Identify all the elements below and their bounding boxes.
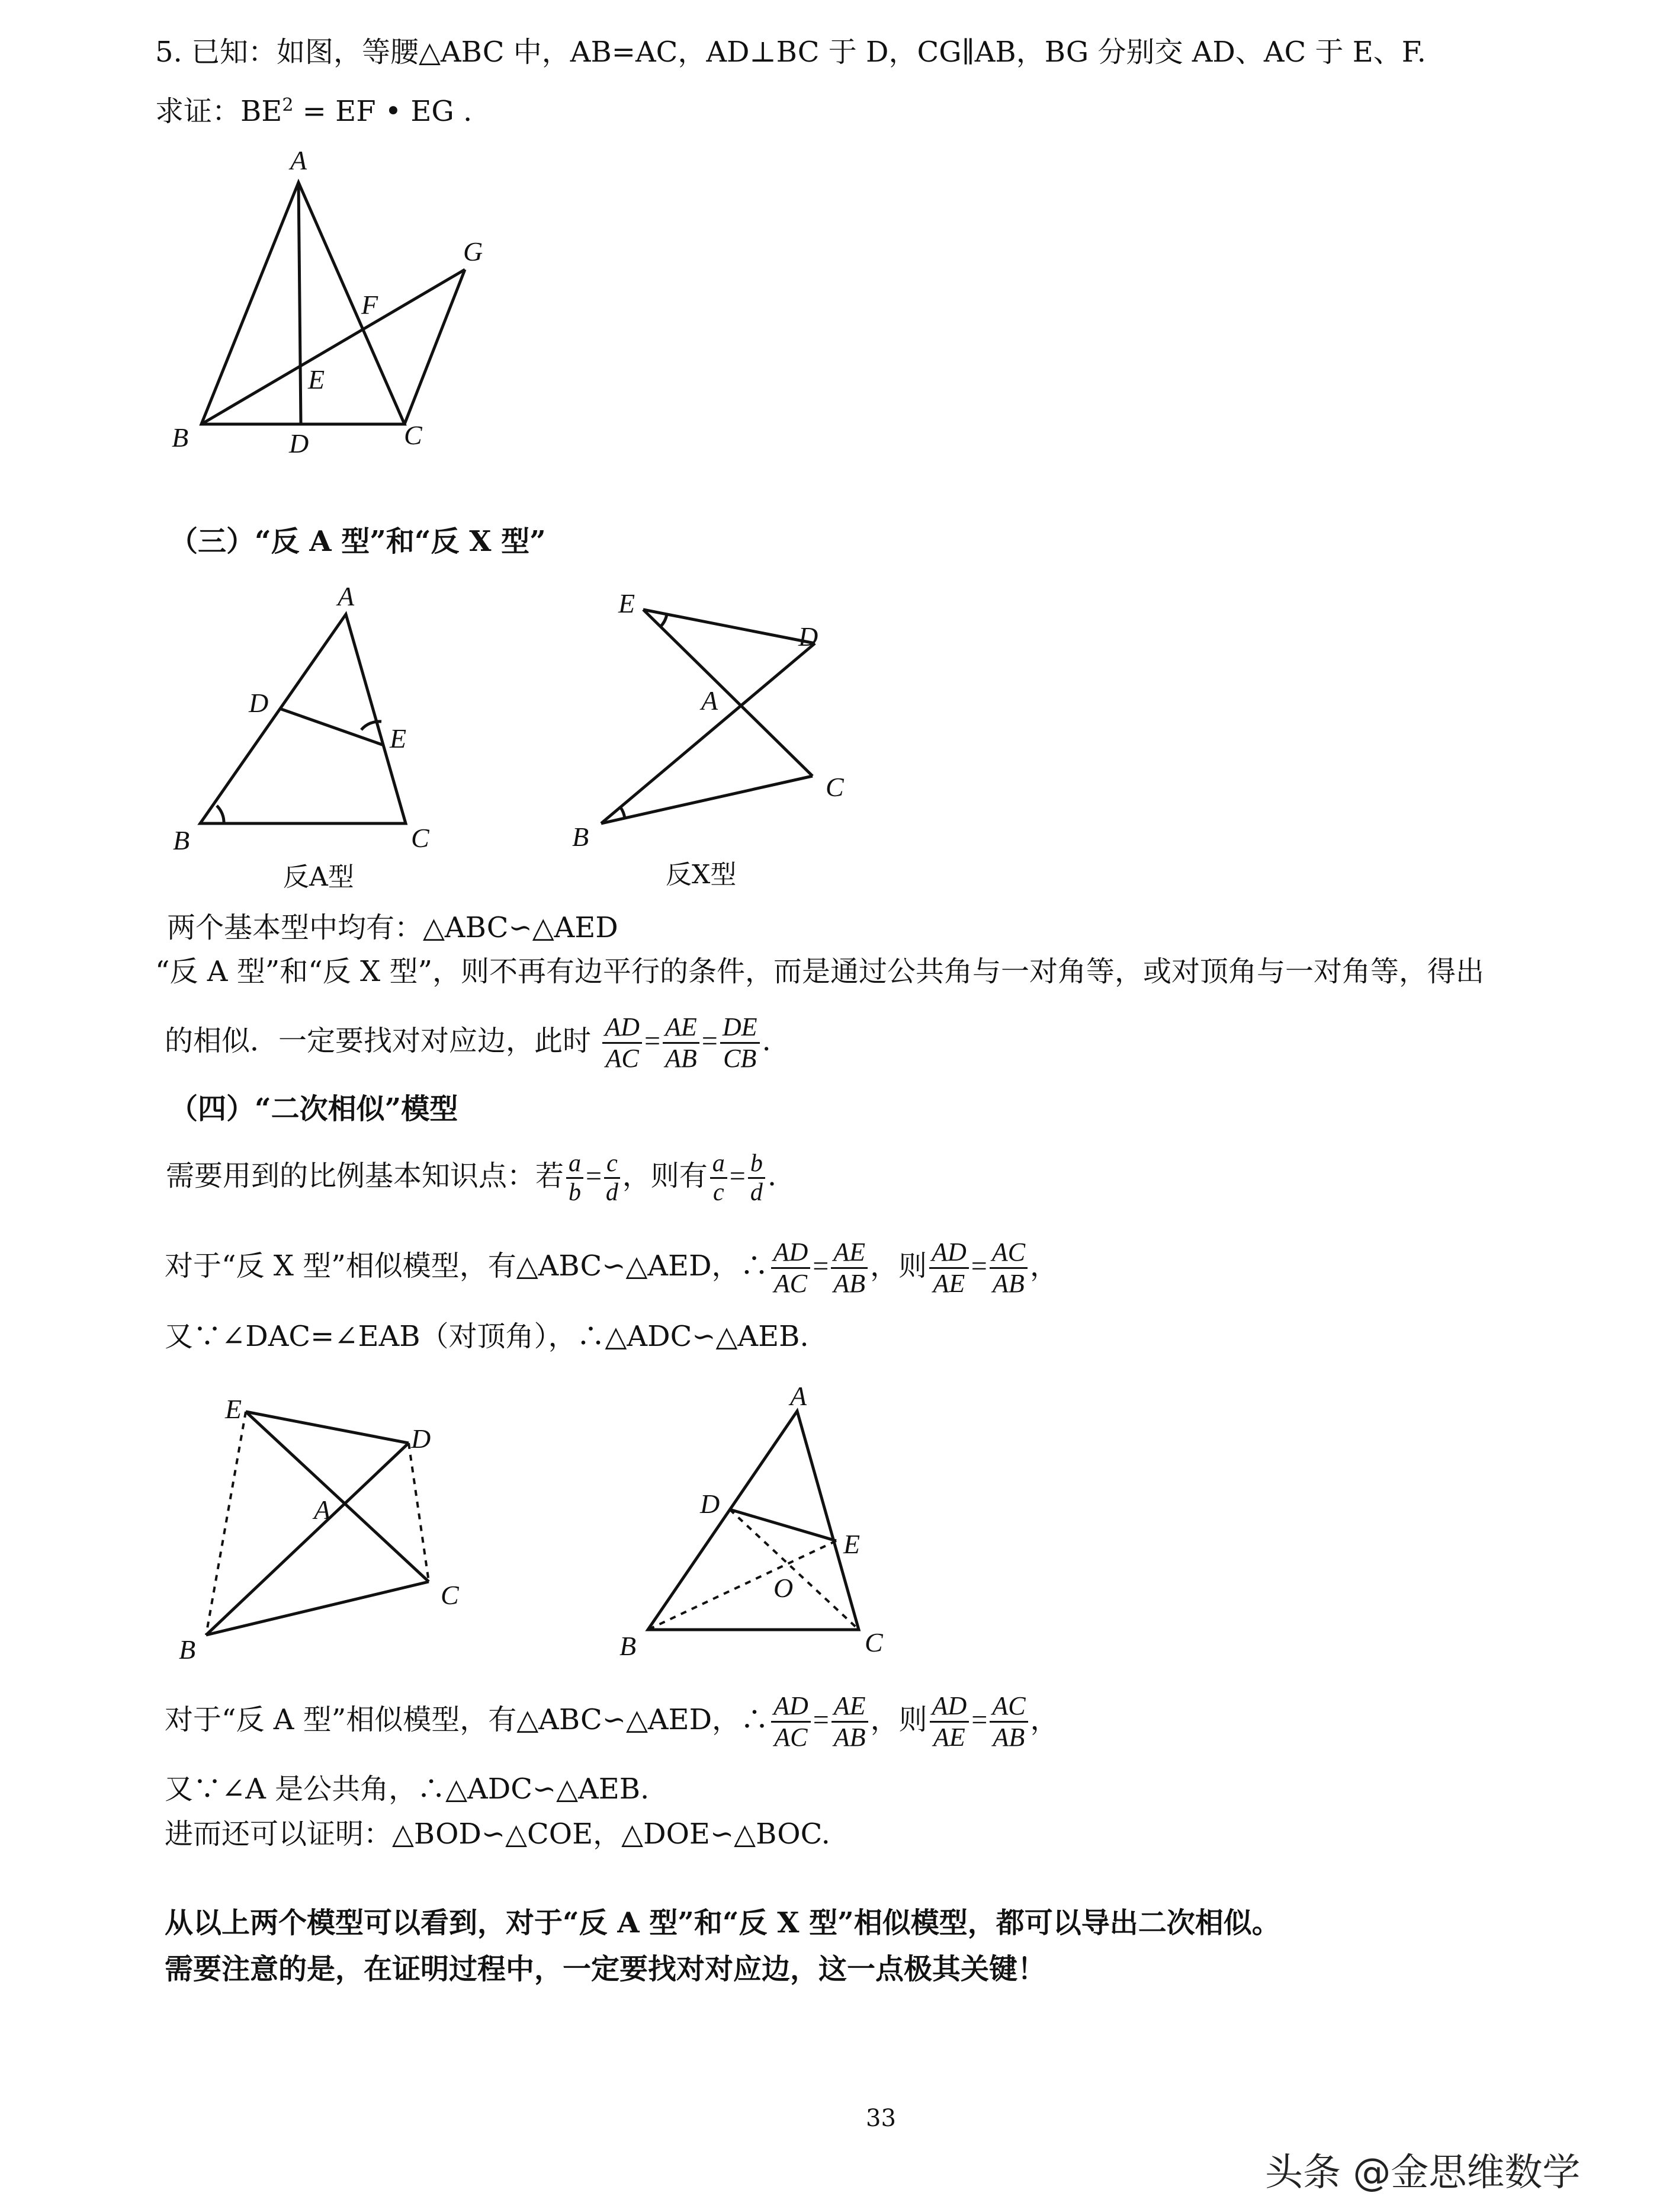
- section4-heading: （四）“二次相似”模型: [169, 1092, 458, 1126]
- fig3-caption: 反X型: [666, 860, 737, 890]
- x-model-line2: 又∵∠DAC=∠EAB（对顶角），∴△ADC∽△AEB.: [165, 1320, 809, 1353]
- fig4-label-c: C: [441, 1580, 459, 1610]
- fig1-label-e: E: [308, 364, 325, 395]
- fig2-label-c: C: [411, 823, 429, 853]
- fig4-label-b: B: [179, 1634, 196, 1665]
- fraction-ad-ae-x: $\frac{AD}{AE}$: [929, 1238, 969, 1299]
- problem-statement: 5. 已知：如图，等腰△ABC 中，AB=AC，AD⊥BC 于 D，CG∥AB，BG 分别交 AD、AC 于 E、F.: [155, 36, 1426, 69]
- fraction-c-d: $\frac{c}{d}$: [604, 1150, 620, 1206]
- conclusion-1: 从以上两个模型可以看到，对于“反 A 型”和“反 X 型”相似模型，都可以导出二次相似。: [165, 1906, 1280, 1939]
- fraction-ad-ac-a: $\frac{AD}{AC}$: [771, 1691, 811, 1752]
- goal-suffix: = EF • EG .: [293, 95, 473, 128]
- fig2-label-e: E: [390, 723, 407, 754]
- fig2-caption: 反A型: [283, 862, 354, 892]
- fig3-label-c: C: [826, 772, 844, 802]
- fraction-b-d: $\frac{b}{d}$: [748, 1150, 765, 1206]
- x-model-line1: 对于“反 X 型”相似模型，有△ABC∽△AED，∴ $\frac{AD}{AC}$ = $\frac{AE}{AB}$ ，则 $\frac{AD}{AE}$ = $\frac{AC}{AB}$ ，: [165, 1238, 1059, 1298]
- fig1-label-d: D: [289, 428, 309, 459]
- fig1-label-a: A: [290, 145, 307, 175]
- fig3-label-d: D: [798, 621, 818, 652]
- a-model-line1: 对于“反 A 型”相似模型，有△ABC∽△AED，∴ $\frac{AD}{AC}$ = $\frac{AE}{AB}$ ，则 $\frac{AD}{AE}$ = $\frac{AC}{AB}$ ，: [165, 1691, 1059, 1752]
- page-number: 33: [866, 2105, 896, 2132]
- a-model-line3: 进而还可以证明：△BOD∽△COE，△DOE∽△BOC.: [165, 1817, 830, 1851]
- fraction-a-c: $\frac{a}{c}$: [710, 1150, 727, 1206]
- goal-prefix: 求证：BE: [155, 95, 282, 128]
- text3-prefix: 的相似．一定要找对对应边，此时: [165, 1024, 592, 1057]
- fraction-ac-ab-x: $\frac{AC}{AB}$: [990, 1238, 1028, 1299]
- fig1-label-b: B: [172, 422, 189, 453]
- fig4-label-e: E: [225, 1394, 242, 1424]
- fig5-label-b: B: [619, 1631, 637, 1661]
- ratio-rule: 需要用到的比例基本知识点：若 $\frac{a}{b}$ = $\frac{c}{d}$ ，则有 $\frac{a}{c}$ = $\frac{b}{d}$ .: [166, 1150, 777, 1206]
- fig4-label-d: D: [411, 1424, 431, 1454]
- fig2-label-a: A: [338, 581, 355, 611]
- fraction-ad-ac-x: $\frac{AD}{AC}$: [771, 1238, 811, 1299]
- fig5-label-d: D: [700, 1489, 720, 1519]
- a-model-line2: 又∵∠A 是公共角，∴△ADC∽△AEB.: [165, 1772, 650, 1806]
- fig3-label-b: B: [572, 822, 589, 852]
- fraction-ad-ac: $\frac{AD}{AC}$: [602, 1012, 642, 1073]
- section3-text1: 两个基本型中均有：△ABC∽△AED: [167, 911, 618, 944]
- conclusion-2: 需要注意的是，在证明过程中，一定要找对对应边，这一点极其关键！: [165, 1953, 1046, 1986]
- watermark: 头条 @金思维数学: [1265, 2151, 1581, 2195]
- fig1-label-g: G: [463, 236, 483, 267]
- fraction-de-cb: $\frac{DE}{CB}$: [720, 1012, 760, 1073]
- fig3-label-e: E: [618, 588, 635, 618]
- fraction-ac-ab-a: $\frac{AC}{AB}$: [990, 1691, 1028, 1752]
- fig3-label-a: A: [701, 685, 718, 716]
- section3-text3: 的相似．一定要找对对应边，此时 $\frac{AD}{AC}$ = $\frac{AE}{AB}$ = $\frac{DE}{CB}$ .: [165, 1012, 771, 1073]
- goal-superscript: 2: [282, 95, 294, 116]
- fraction-ae-ab-a: $\frac{AE}{AB}$: [832, 1691, 868, 1752]
- fraction-a-b: $\frac{a}{b}$: [566, 1150, 583, 1206]
- section3-text2: “反 A 型”和“反 X 型”，则不再有边平行的条件，而是通过公共角与一对角等，或对顶角与一对角等，得出: [155, 955, 1485, 988]
- fig5-label-c: C: [865, 1627, 883, 1658]
- fig5-label-e: E: [843, 1529, 861, 1559]
- fig5-label-a: A: [790, 1381, 807, 1411]
- fig2-label-d: D: [249, 688, 269, 718]
- fig1-label-c: C: [404, 420, 422, 450]
- section3-heading: （三）“反 A 型”和“反 X 型”: [169, 525, 546, 558]
- fig1-label-f: F: [361, 290, 378, 320]
- fraction-ae-ab-x: $\frac{AE}{AB}$: [831, 1238, 868, 1299]
- fraction-ae-ab: $\frac{AE}{AB}$: [663, 1012, 699, 1073]
- fraction-ad-ae-a: $\frac{AD}{AE}$: [930, 1691, 969, 1752]
- fig5-label-o: O: [773, 1573, 794, 1603]
- fig2-label-b: B: [173, 825, 190, 855]
- fig4-label-a: A: [314, 1495, 331, 1525]
